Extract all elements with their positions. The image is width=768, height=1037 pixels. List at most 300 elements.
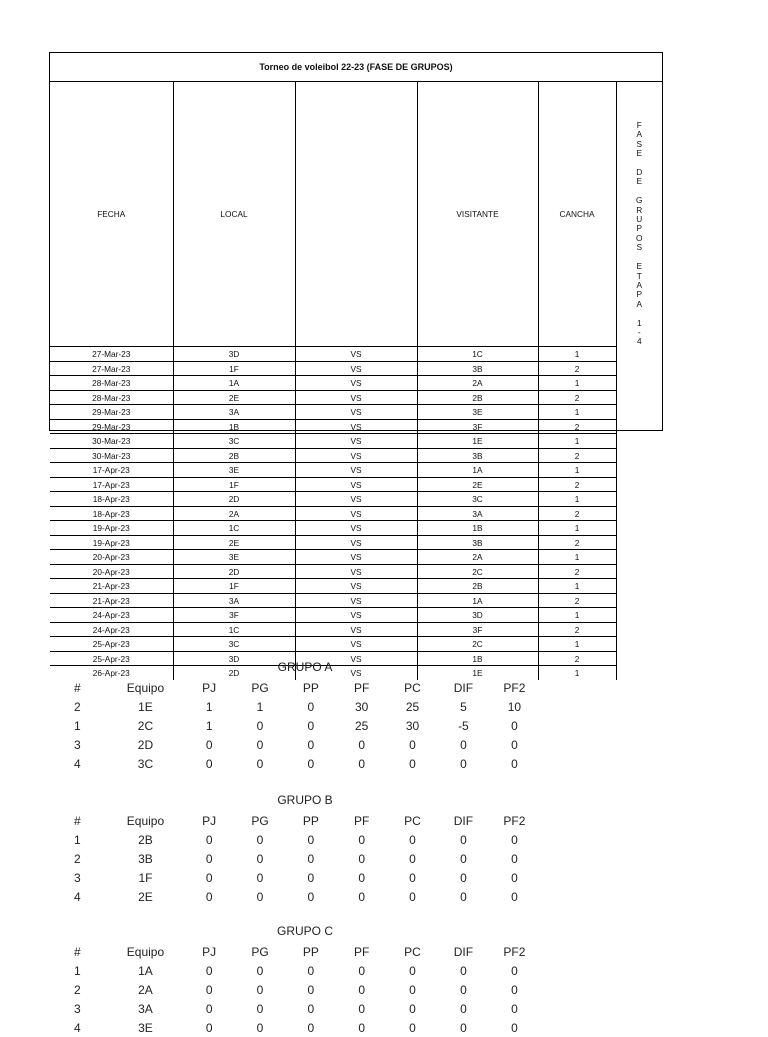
- vs-label: VS: [295, 419, 417, 434]
- away-team: 1E: [417, 434, 538, 449]
- points-for-cell: 0: [358, 851, 366, 866]
- won-cell: 0: [256, 832, 264, 847]
- points-against-cell: 0: [409, 889, 416, 904]
- court-number: 1: [538, 550, 616, 565]
- position-cell: 4: [74, 1020, 81, 1035]
- team-cell: 1F: [138, 870, 153, 885]
- away-team: 2C: [417, 564, 538, 579]
- points-cell: 0: [511, 1001, 518, 1016]
- lost-cell: 0: [307, 1020, 315, 1035]
- team-cell: 1A: [138, 963, 153, 978]
- standings-row: [60, 716, 540, 735]
- away-team: 1E: [417, 666, 538, 680]
- points-against-cell: 0: [409, 851, 416, 866]
- points-against-cell: 30: [405, 718, 420, 733]
- court-number: 1: [538, 521, 616, 536]
- lost-cell: 0: [307, 870, 315, 885]
- header-lost: PP: [302, 680, 319, 695]
- court-number: 2: [538, 419, 616, 434]
- points-cell: 0: [511, 982, 518, 997]
- fixture-title: Torneo de voleibol 22-23 (FASE DE GRUPOS): [50, 53, 662, 82]
- lost-cell: 0: [307, 982, 315, 997]
- team-cell: 2B: [138, 832, 153, 847]
- lost-cell: 0: [307, 718, 315, 733]
- standings-row: [60, 754, 540, 773]
- points-cell: 0: [511, 737, 518, 752]
- fixture-row: [50, 347, 662, 362]
- played-cell: 0: [205, 756, 213, 771]
- home-team: 2A: [173, 506, 295, 521]
- fixture-row: [50, 477, 662, 492]
- fixture-row: [50, 419, 662, 434]
- team-cell: 2D: [137, 737, 154, 752]
- home-team: 1B: [173, 419, 295, 434]
- court-number: 2: [538, 535, 616, 550]
- played-cell: 1: [205, 718, 213, 733]
- away-team: 2A: [417, 376, 538, 391]
- points-for-cell: 0: [358, 870, 366, 885]
- court-number: 1: [538, 347, 616, 362]
- match-date: 17-Apr-23: [50, 463, 173, 478]
- fixture-row: [50, 550, 662, 565]
- played-cell: 0: [205, 963, 213, 978]
- header-points: PF2: [503, 680, 526, 695]
- position-cell: 2: [74, 982, 81, 997]
- vs-label: VS: [295, 651, 417, 666]
- match-date: 25-Apr-23: [50, 651, 173, 666]
- court-number: 2: [538, 477, 616, 492]
- points-against-cell: 25: [405, 699, 420, 714]
- difference-cell: 0: [460, 737, 467, 752]
- position-cell: 2: [74, 851, 81, 866]
- vs-label: VS: [295, 376, 417, 391]
- court-number: 2: [538, 622, 616, 637]
- position-cell: 1: [74, 718, 81, 733]
- group-table: [60, 942, 540, 1037]
- home-team: 1C: [173, 622, 295, 637]
- vs-label: VS: [295, 579, 417, 594]
- vs-label: VS: [295, 666, 417, 680]
- header-points-for: PF: [354, 813, 370, 828]
- won-cell: 0: [256, 870, 264, 885]
- points-for-cell: 0: [358, 963, 366, 978]
- won-cell: 0: [256, 963, 264, 978]
- match-date: 19-Apr-23: [50, 521, 173, 536]
- played-cell: 0: [205, 1001, 213, 1016]
- match-date: 21-Apr-23: [50, 579, 173, 594]
- home-team: 3D: [173, 347, 295, 362]
- position-cell: 4: [74, 889, 81, 904]
- standings-row: [60, 961, 540, 980]
- fixture-row: [50, 564, 662, 579]
- points-for-cell: 25: [354, 718, 369, 733]
- away-team: 1A: [417, 463, 538, 478]
- fixture-row: [50, 361, 662, 376]
- played-cell: 0: [205, 1020, 213, 1035]
- played-cell: 1: [205, 699, 213, 714]
- position-cell: 2: [74, 699, 81, 714]
- vs-label: VS: [295, 550, 417, 565]
- points-for-cell: 0: [358, 1020, 366, 1035]
- vs-label: VS: [295, 405, 417, 420]
- header-team: Equipo: [126, 944, 165, 959]
- match-date: 27-Mar-23: [50, 347, 173, 362]
- away-team: 3F: [417, 419, 538, 434]
- vs-label: VS: [295, 477, 417, 492]
- fixture-row: [50, 405, 662, 420]
- stage-label: F A S E D E G R U P O S E T A P A 1 - 4: [636, 120, 643, 347]
- vs-label: VS: [295, 390, 417, 405]
- position-cell: 1: [74, 832, 81, 847]
- match-date: 28-Mar-23: [50, 390, 173, 405]
- standings-row: [60, 887, 540, 906]
- court-number: 2: [538, 361, 616, 376]
- points-against-cell: 0: [409, 832, 416, 847]
- header-points-for: PF: [354, 680, 370, 695]
- header-position: #: [74, 813, 81, 828]
- points-against-cell: 0: [409, 1001, 416, 1016]
- team-cell: 2C: [137, 718, 154, 733]
- header-points-for: PF: [354, 944, 370, 959]
- vs-label: VS: [295, 593, 417, 608]
- points-for-cell: 0: [358, 737, 366, 752]
- points-cell: 0: [511, 832, 518, 847]
- points-against-cell: 0: [409, 1020, 416, 1035]
- home-team: 2D: [173, 564, 295, 579]
- vs-label: VS: [295, 637, 417, 652]
- header-played: PJ: [202, 944, 217, 959]
- home-team: 3F: [173, 608, 295, 623]
- fixture-row: [50, 579, 662, 594]
- difference-cell: 0: [460, 870, 467, 885]
- away-team: 1A: [417, 593, 538, 608]
- court-number: 1: [538, 608, 616, 623]
- difference-cell: 0: [460, 1001, 467, 1016]
- vs-label: VS: [295, 608, 417, 623]
- match-date: 20-Apr-23: [50, 564, 173, 579]
- group-title: GRUPO B: [277, 793, 333, 807]
- difference-cell: 0: [460, 889, 467, 904]
- points-cell: 0: [511, 889, 518, 904]
- team-cell: 1E: [138, 699, 153, 714]
- won-cell: 0: [256, 851, 264, 866]
- home-team: 1C: [173, 521, 295, 536]
- fixture-row: [50, 535, 662, 550]
- away-team: 2C: [417, 637, 538, 652]
- match-date: 25-Apr-23: [50, 637, 173, 652]
- match-date: 19-Apr-23: [50, 535, 173, 550]
- away-team: 2B: [417, 390, 538, 405]
- team-cell: 3A: [138, 1001, 153, 1016]
- header-position: #: [74, 944, 81, 959]
- standings-row: [60, 868, 540, 887]
- away-team: 1B: [417, 521, 538, 536]
- match-date: 30-Mar-23: [50, 448, 173, 463]
- standings-row: [60, 1018, 540, 1037]
- match-date: 29-Mar-23: [50, 405, 173, 420]
- away-team: 3B: [417, 535, 538, 550]
- header-difference: DIF: [453, 813, 474, 828]
- team-cell: 3B: [138, 851, 153, 866]
- fixture-header-row: [50, 82, 662, 347]
- match-date: 24-Apr-23: [50, 622, 173, 637]
- vs-label: VS: [295, 434, 417, 449]
- court-number: 1: [538, 376, 616, 391]
- home-team: 2B: [173, 448, 295, 463]
- team-cell: 3C: [137, 756, 154, 771]
- away-team: 3B: [417, 361, 538, 376]
- group-title: GRUPO C: [276, 924, 333, 938]
- points-for-cell: 0: [358, 832, 366, 847]
- header-cancha: CANCHA: [538, 82, 616, 347]
- away-team: 2B: [417, 579, 538, 594]
- lost-cell: 0: [307, 1001, 315, 1016]
- points-cell: 0: [511, 756, 518, 771]
- difference-cell: 0: [460, 1020, 467, 1035]
- points-against-cell: 0: [409, 756, 416, 771]
- header-visitante: VISITANTE: [417, 82, 538, 347]
- court-number: 1: [538, 405, 616, 420]
- points-for-cell: 0: [358, 889, 366, 904]
- header-played: PJ: [202, 680, 217, 695]
- away-team: 3F: [417, 622, 538, 637]
- position-cell: 4: [74, 756, 81, 771]
- standings-header-row: [60, 811, 540, 830]
- header-fecha: FECHA: [50, 82, 173, 347]
- won-cell: 0: [256, 889, 264, 904]
- vs-label: VS: [295, 564, 417, 579]
- points-against-cell: 0: [409, 963, 416, 978]
- home-team: 3E: [173, 550, 295, 565]
- points-cell: 0: [511, 718, 518, 733]
- won-cell: 0: [256, 756, 264, 771]
- away-team: 3B: [417, 448, 538, 463]
- match-date: 29-Mar-23: [50, 419, 173, 434]
- header-won: PG: [251, 813, 269, 828]
- points-for-cell: 30: [354, 699, 369, 714]
- played-cell: 0: [205, 889, 213, 904]
- standings-header-row: [60, 942, 540, 961]
- points-against-cell: 0: [409, 870, 416, 885]
- fixture-row: [50, 506, 662, 521]
- points-against-cell: 0: [409, 737, 416, 752]
- header-lost: PP: [302, 813, 319, 828]
- played-cell: 0: [205, 737, 213, 752]
- away-team: 2A: [417, 550, 538, 565]
- difference-cell: 0: [460, 851, 467, 866]
- vs-label: VS: [295, 506, 417, 521]
- header-played: PJ: [202, 813, 217, 828]
- header-points: PF2: [503, 813, 526, 828]
- difference-cell: 5: [460, 699, 467, 714]
- fixture-row: [50, 434, 662, 449]
- court-number: 2: [538, 390, 616, 405]
- fixture-row: [50, 492, 662, 507]
- points-cell: 0: [511, 870, 518, 885]
- position-cell: 3: [74, 870, 81, 885]
- fixture-row: [50, 448, 662, 463]
- home-team: 1F: [173, 579, 295, 594]
- group-table: [60, 678, 540, 773]
- vs-label: VS: [295, 535, 417, 550]
- lost-cell: 0: [307, 737, 315, 752]
- home-team: 2E: [173, 535, 295, 550]
- points-against-cell: 0: [409, 982, 416, 997]
- header-vs: [295, 82, 417, 347]
- header-won: PG: [251, 944, 269, 959]
- standings-row: [60, 735, 540, 754]
- header-team: Equipo: [126, 680, 165, 695]
- match-date: 18-Apr-23: [50, 492, 173, 507]
- standings-row: [60, 999, 540, 1018]
- home-team: 2D: [173, 666, 295, 680]
- fixture-body: [50, 347, 662, 680]
- won-cell: 0: [256, 1020, 264, 1035]
- vs-label: VS: [295, 347, 417, 362]
- away-team: 2E: [417, 477, 538, 492]
- standings-row: [60, 980, 540, 999]
- match-date: 21-Apr-23: [50, 593, 173, 608]
- home-team: 3D: [173, 651, 295, 666]
- home-team: 3C: [173, 434, 295, 449]
- difference-cell: 0: [460, 756, 467, 771]
- home-team: 1A: [173, 376, 295, 391]
- fixture-row: [50, 390, 662, 405]
- header-difference: DIF: [453, 944, 474, 959]
- lost-cell: 0: [307, 889, 315, 904]
- won-cell: 1: [256, 699, 264, 714]
- fixture-row: [50, 521, 662, 536]
- home-team: 3E: [173, 463, 295, 478]
- header-points-against: PC: [404, 680, 421, 695]
- played-cell: 0: [205, 851, 213, 866]
- home-team: 3A: [173, 593, 295, 608]
- court-number: 2: [538, 593, 616, 608]
- vs-label: VS: [295, 492, 417, 507]
- vs-label: VS: [295, 361, 417, 376]
- won-cell: 0: [256, 737, 264, 752]
- played-cell: 0: [205, 832, 213, 847]
- home-team: 1F: [173, 361, 295, 376]
- header-position: #: [74, 680, 81, 695]
- home-team: 2D: [173, 492, 295, 507]
- fixture-row: [50, 622, 662, 637]
- lost-cell: 0: [307, 756, 315, 771]
- position-cell: 3: [74, 737, 81, 752]
- points-cell: 0: [511, 851, 518, 866]
- played-cell: 0: [205, 870, 213, 885]
- court-number: 2: [538, 506, 616, 521]
- standings-row: [60, 697, 540, 716]
- court-number: 2: [538, 448, 616, 463]
- stage-label-cell: [616, 82, 662, 347]
- won-cell: 0: [256, 1001, 264, 1016]
- fixture-row: [50, 463, 662, 478]
- points-for-cell: 0: [358, 1001, 366, 1016]
- difference-cell: -5: [458, 718, 469, 733]
- team-cell: 2E: [138, 889, 153, 904]
- match-date: 20-Apr-23: [50, 550, 173, 565]
- away-team: 3E: [417, 405, 538, 420]
- header-lost: PP: [302, 944, 319, 959]
- lost-cell: 0: [307, 699, 315, 714]
- court-number: 1: [538, 637, 616, 652]
- match-date: 18-Apr-23: [50, 506, 173, 521]
- points-cell: 10: [507, 699, 522, 714]
- lost-cell: 0: [307, 832, 315, 847]
- won-cell: 0: [256, 718, 264, 733]
- home-team: 3C: [173, 637, 295, 652]
- fixture-row: [50, 608, 662, 623]
- group-title: GRUPO A: [277, 660, 333, 674]
- header-points-against: PC: [404, 813, 421, 828]
- away-team: 3C: [417, 492, 538, 507]
- difference-cell: 0: [460, 982, 467, 997]
- points-cell: 0: [511, 963, 518, 978]
- standings-header-row: [60, 678, 540, 697]
- lost-cell: 0: [307, 963, 315, 978]
- header-won: PG: [251, 680, 269, 695]
- team-cell: 3E: [138, 1020, 153, 1035]
- court-number: 2: [538, 564, 616, 579]
- match-date: 26-Apr-23: [50, 666, 173, 680]
- match-date: 17-Apr-23: [50, 477, 173, 492]
- court-number: 1: [538, 434, 616, 449]
- match-date: 27-Mar-23: [50, 361, 173, 376]
- header-points: PF2: [503, 944, 526, 959]
- fixture-row: [50, 637, 662, 652]
- away-team: 1B: [417, 651, 538, 666]
- position-cell: 1: [74, 963, 81, 978]
- fixture-grid: [50, 82, 662, 680]
- vs-label: VS: [295, 521, 417, 536]
- match-date: 30-Mar-23: [50, 434, 173, 449]
- played-cell: 0: [205, 982, 213, 997]
- vs-label: VS: [295, 622, 417, 637]
- points-cell: 0: [511, 1020, 518, 1035]
- home-team: 3A: [173, 405, 295, 420]
- header-difference: DIF: [453, 680, 474, 695]
- court-number: 1: [538, 579, 616, 594]
- court-number: 2: [538, 651, 616, 666]
- home-team: 2E: [173, 390, 295, 405]
- standings-row: [60, 849, 540, 868]
- points-for-cell: 0: [358, 756, 366, 771]
- away-team: 3A: [417, 506, 538, 521]
- fixture-row: [50, 376, 662, 391]
- standings-row: [60, 830, 540, 849]
- difference-cell: 0: [460, 832, 467, 847]
- difference-cell: 0: [460, 963, 467, 978]
- home-team: 1F: [173, 477, 295, 492]
- vs-label: VS: [295, 463, 417, 478]
- vs-label: VS: [295, 448, 417, 463]
- position-cell: 3: [74, 1001, 81, 1016]
- court-number: 1: [538, 463, 616, 478]
- court-number: 1: [538, 492, 616, 507]
- fixture-row: [50, 593, 662, 608]
- won-cell: 0: [256, 982, 264, 997]
- court-number: 1: [538, 666, 616, 680]
- away-team: 3D: [417, 608, 538, 623]
- team-cell: 2A: [138, 982, 153, 997]
- header-points-against: PC: [404, 944, 421, 959]
- away-team: 1C: [417, 347, 538, 362]
- header-local: LOCAL: [173, 82, 295, 347]
- match-date: 28-Mar-23: [50, 376, 173, 391]
- header-team: Equipo: [126, 813, 165, 828]
- group-table: [60, 811, 540, 906]
